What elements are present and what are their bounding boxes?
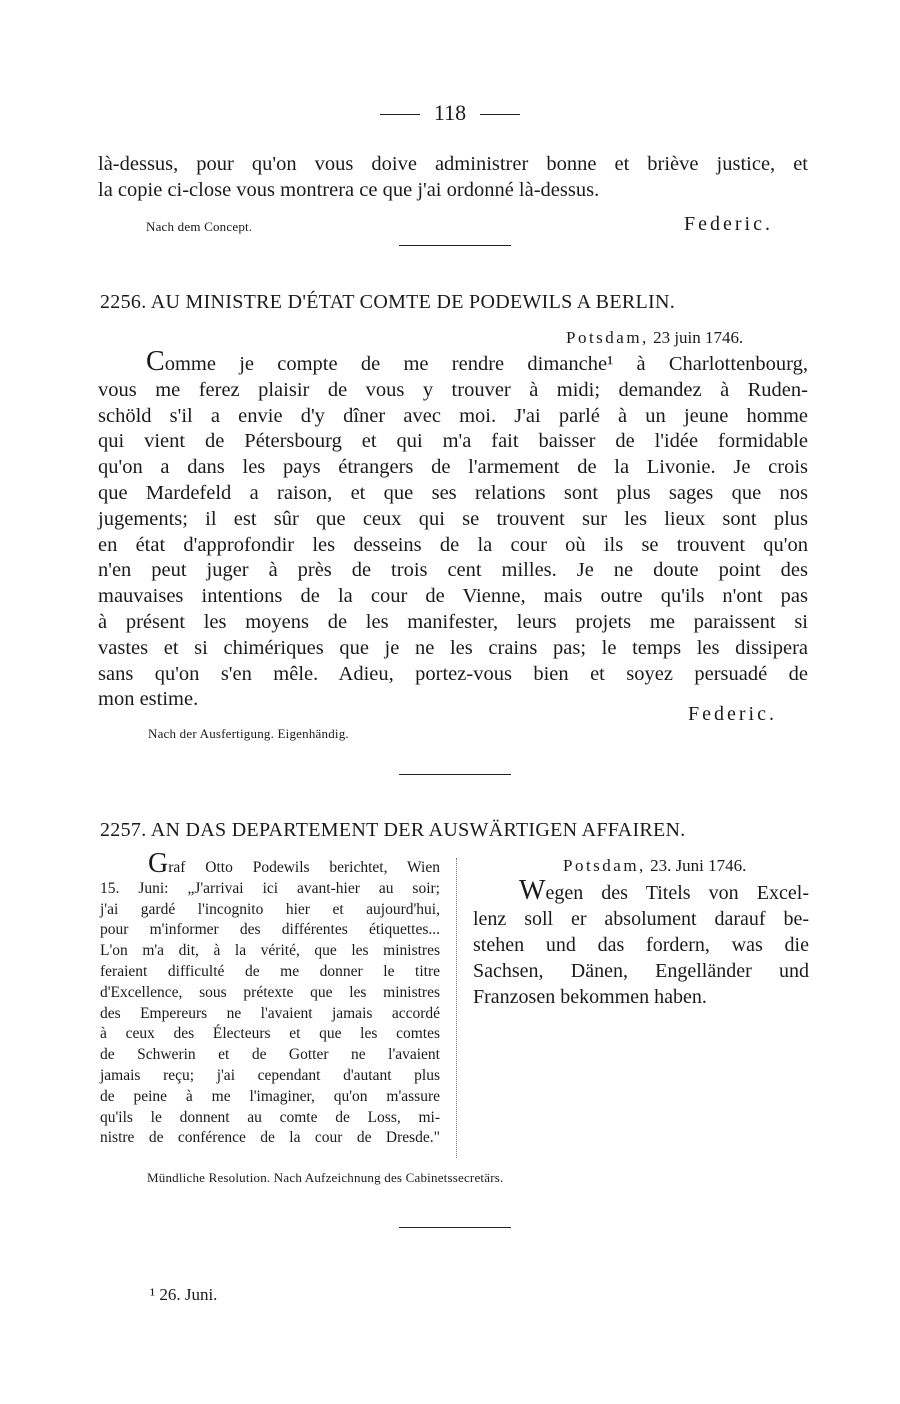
letter-2256-line-10: mauvaises intentions de la cour de Vienne, mais outre qu'ils n'ont pas [98,585,808,608]
letter-2256-line-7: jugements; il est sûr que ceux qui se trouvent sur les lieux sont plus [98,507,808,530]
letter-2256-line-11: à présent les moyens de les manifester, leurs projets me paraissent si [98,610,808,633]
letter-2256-initial: C [146,346,165,377]
report-line-5: L'on m'a dit, à la vérité, que les ministres [100,942,440,960]
section-divider-2 [399,774,511,775]
letter-2256-line-8: en état d'approfondir les desseins de la cour où ils se trouvent qu'on [98,533,808,556]
resolution-initial: W [519,875,546,906]
report-line-1: Graf Otto Podewils berichtet, Wien [148,848,440,879]
letter-2257-date: 23. Juni 1746. [650,856,747,875]
source-note-ausfertigung: Nach der Ausfertigung. Eigenhändig. [148,726,349,741]
letter-2256-dateline [566,328,743,348]
letter-2256-line-12: vastes et si chimériques que je ne les crains pas; le temps les dissipera [98,636,808,659]
letter-2256-date: 23 juin 1746. [653,328,744,347]
letter-2256-line-4: qui vient de Pétersbourg et qui m'a fait baisser de l'idée formidable [98,430,808,453]
source-note-concept: Nach dem Concept. [146,219,253,234]
signature-federic-1: Federic. [684,213,773,235]
report-line-14: nistre de conférence de la cour de Dresde." [100,1129,440,1147]
column-divider [456,858,457,1158]
header-dash-right [480,114,520,115]
letter-2256-line-5: qu'on a dans les pays étrangers de l'armement de la Livonie. Je crois [98,456,808,479]
report-line-10: de Schwerin et de Gotter ne l'avaient [100,1046,440,1064]
page-number: 118 [433,100,467,125]
report-line-9: à ceux des Électeurs et que les comtes [100,1025,440,1043]
letter-2256-line-2: vous me ferez plaisir de vous y trouver à midi; demandez à Ruden- [98,378,808,401]
report-line-4: pour m'informer des différentes étiquettes... [100,921,440,939]
report-line-3: j'ai gardé l'incognito hier et aujourd'hui, [100,900,440,918]
letter-2257-dateline [563,856,746,876]
section-divider-3 [399,1227,511,1228]
continuation-line-1: là-dessus, pour qu'on vous doive administrer bonne et briève justice, et [98,153,808,175]
report-line-7: d'Excellence, sous prétexte que les ministres [100,983,440,1001]
section-divider-1 [399,245,511,246]
report-line-12: de peine à me l'imaginer, qu'on m'assure [100,1087,440,1105]
resolution-line-3: stehen und das fordern, was die [473,934,809,956]
letter-2256-body [98,346,808,713]
header-dash-left [380,114,420,115]
continuation-line-2: la copie ci-close vous montrera ce que j'ai ordonné là-dessus. [98,178,600,201]
report-line-2: 15. Juni: „J'arrivai ici avant-hier au soir; [100,879,440,897]
footnote: ¹ 26. Juni. [150,1285,218,1304]
page-header [0,100,900,126]
letter-2257-report-column [100,848,440,1149]
letter-2256-line-14: mon estime. [98,688,199,711]
resolution-line-2: lenz soll er absolument darauf be- [473,908,809,930]
letter-2257-heading: 2257. AN DAS DEPARTEMENT DER AUSWÄRTIGEN AFFAIREN. [100,819,686,841]
signature-federic-2: Federic. [688,703,777,725]
letter-2256-line-1: Comme je compte de me rendre dimanche¹ à Charlottenbourg, [146,346,808,377]
letter-2256-line-13: sans qu'on s'en mêle. Adieu, portez-vous bien et soyez persuadé de [98,662,808,685]
letter-2256-heading: 2256. AU MINISTRE D'ÉTAT COMTE DE PODEWILS A BERLIN. [100,291,676,313]
letter-2257-place: Potsdam, [563,856,646,875]
report-initial: G [148,848,169,879]
letter-2256-line-6: que Mardefeld a raison, et que ses relations sont plus sages que nos [98,481,808,504]
source-note-muendliche-resolution: Mündliche Resolution. Nach Aufzeichnung des Cabinetssecretärs. [147,1170,504,1185]
letter-2257-resolution-column [473,875,809,1010]
resolution-line-1: Wegen des Titels von Excel- [519,875,809,906]
letter-2256-line-9: n'en peut juger à près de trois cent milles. Je ne doute point des [98,559,808,582]
continuation-paragraph [98,152,808,204]
report-line-13: qu'ils le donnent au comte de Loss, mi- [100,1108,440,1126]
resolution-line-4: Sachsen, Dänen, Engelländer und [473,960,809,982]
letter-2256-line-3: schöld s'il a envie d'y dîner avec moi. J'ai parlé à un jeune homme [98,404,808,427]
report-line-8: des Empereurs ne l'avaient jamais accordé [100,1004,440,1022]
resolution-line-5: Franzosen bekommen haben. [473,986,707,1008]
report-line-6: feraient difficulté de me donner le titre [100,962,440,980]
letter-2256-place: Potsdam, [566,328,649,347]
report-line-11: jamais reçu; j'ai cependant d'autant plus [100,1066,440,1084]
